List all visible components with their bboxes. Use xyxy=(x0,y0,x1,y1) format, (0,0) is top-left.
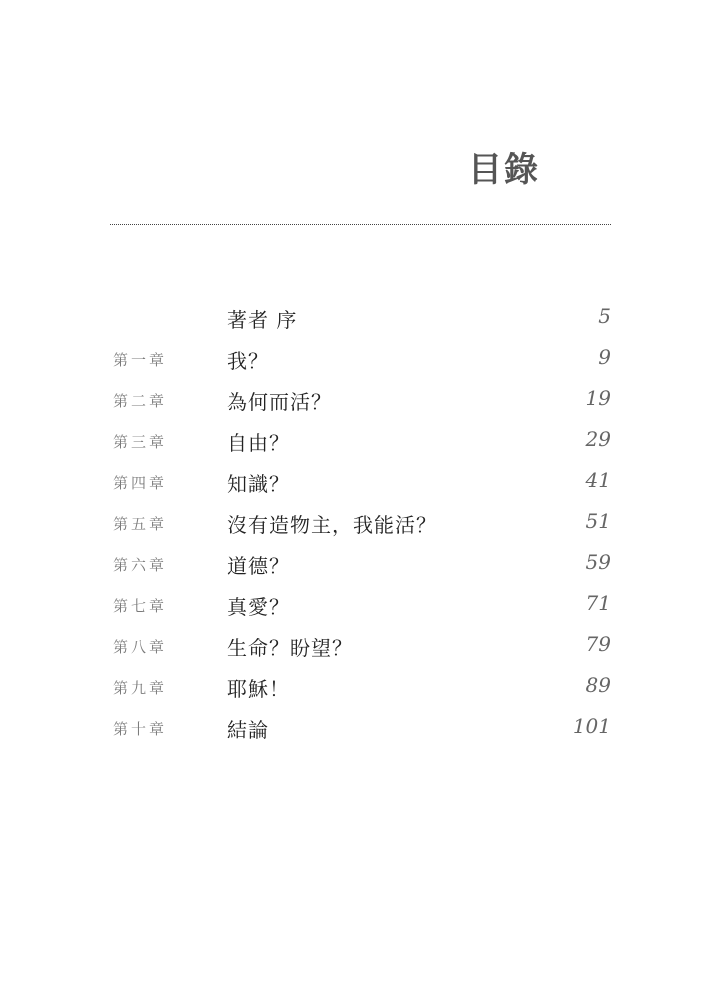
entry-title: 道德？ xyxy=(227,554,290,578)
entry-title: 著者 序 xyxy=(227,308,298,332)
page-number: 59 xyxy=(585,550,611,574)
chapter-label: 第十章 xyxy=(113,720,168,738)
toc-entry-chapter-9 xyxy=(0,669,722,710)
toc-entry-chapter-7 xyxy=(0,587,722,628)
dotted-divider xyxy=(110,224,611,225)
chapter-label: 第八章 xyxy=(113,638,168,656)
toc-entry-chapter-3 xyxy=(0,423,722,464)
page-title: 目錄 xyxy=(468,150,540,190)
toc-entry-chapter-5 xyxy=(0,505,722,546)
page-number: 9 xyxy=(598,345,611,369)
chapter-label: 第九章 xyxy=(113,679,168,697)
chapter-label: 第七章 xyxy=(113,597,168,615)
page-number: 101 xyxy=(572,714,611,738)
entry-title: 我？ xyxy=(227,349,269,373)
chapter-label: 第六章 xyxy=(113,556,168,574)
chapter-label: 第二章 xyxy=(113,392,168,410)
toc-entry-chapter-10 xyxy=(0,710,722,751)
chapter-label: 第一章 xyxy=(113,351,168,369)
toc-entry-chapter-1 xyxy=(0,341,722,382)
chapter-label: 第五章 xyxy=(113,515,168,533)
entry-title: 為何而活？ xyxy=(227,390,332,414)
page-number: 19 xyxy=(585,386,611,410)
toc-entry-chapter-4 xyxy=(0,464,722,505)
chapter-label: 第三章 xyxy=(113,433,168,451)
toc-entry-chapter-8 xyxy=(0,628,722,669)
page-number: 51 xyxy=(585,509,611,533)
entry-title: 結論 xyxy=(227,718,269,742)
entry-title: 真愛？ xyxy=(227,595,290,619)
entry-title: 耶穌！ xyxy=(227,677,290,701)
entry-title: 沒有造物主，我能活？ xyxy=(227,513,437,537)
page-number: 89 xyxy=(585,673,611,697)
entry-title: 自由？ xyxy=(227,431,290,455)
toc-entry-preface xyxy=(0,300,722,341)
page-number: 29 xyxy=(585,427,611,451)
toc-entry-chapter-6 xyxy=(0,546,722,587)
entry-title: 生命？盼望？ xyxy=(227,636,353,660)
page-number: 41 xyxy=(585,468,611,492)
chapter-label: 第四章 xyxy=(113,474,168,492)
page-number: 71 xyxy=(585,591,611,615)
toc-entry-chapter-2 xyxy=(0,382,722,423)
page-number: 79 xyxy=(585,632,611,656)
entry-title: 知識？ xyxy=(227,472,290,496)
page-number: 5 xyxy=(598,304,611,328)
